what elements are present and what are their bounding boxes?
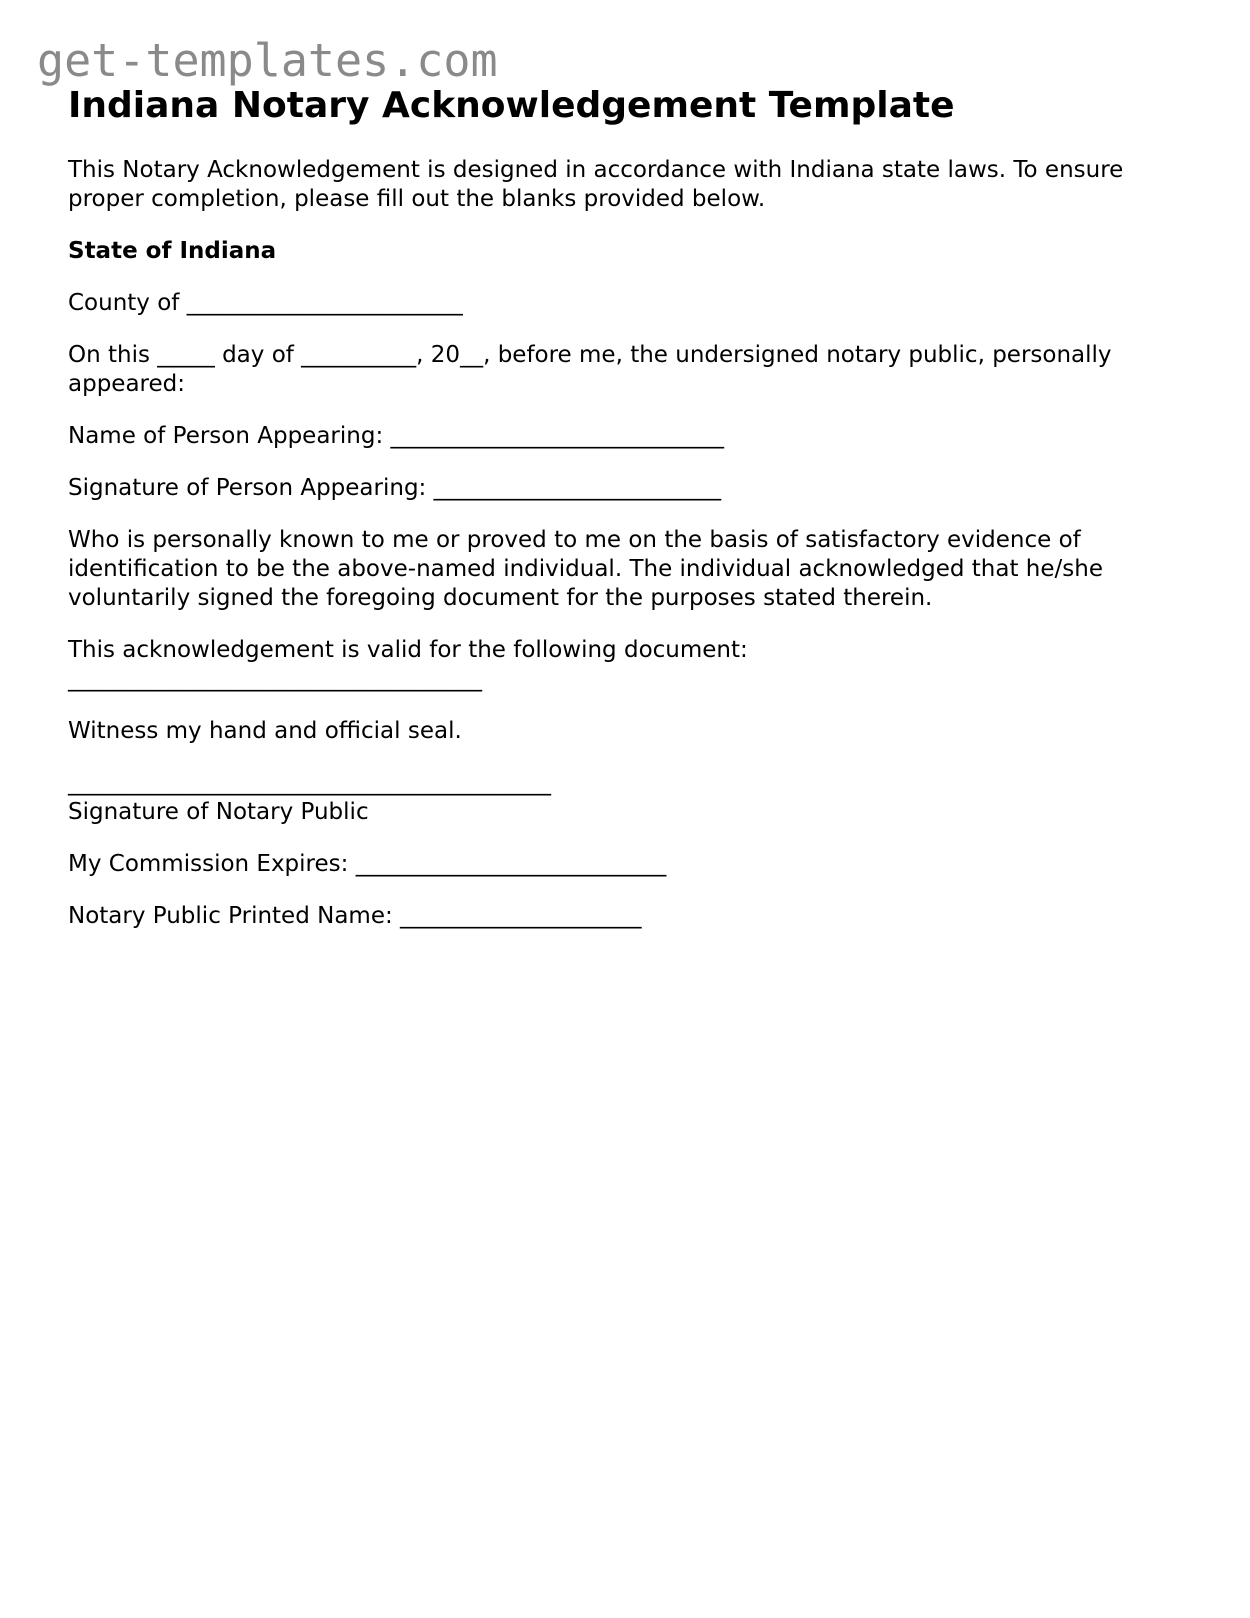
state-heading: State of Indiana	[68, 238, 277, 264]
document-field-blank: ____________________________________	[68, 666, 482, 692]
identity-statement: Who is personally known to me or proved to me on the basis of satisfactory evidence of identification to be the above-named individual. The individual acknowledged that he/she voluntarily signed the foregoing document for the purposes stated therein.	[68, 527, 1103, 611]
commission-expires-field: My Commission Expires: ___________________________	[68, 851, 667, 877]
witness-statement: Witness my hand and official seal.	[68, 718, 462, 744]
county-field: County of ________________________	[68, 290, 463, 316]
watermark-text: get-templates.com	[37, 34, 498, 87]
person-name-field: Name of Person Appearing: _____________________________	[68, 423, 725, 449]
page-title: Indiana Notary Acknowledgement Template	[68, 85, 955, 126]
document-body	[68, 84, 1188, 954]
person-signature-field: Signature of Person Appearing: _________________________	[68, 475, 722, 501]
intro-paragraph: This Notary Acknowledgement is designed in accordance with Indiana state laws. To ensure proper completion, please fill out the blanks provided below.	[68, 157, 1124, 212]
notary-signature-blank: __________________________________________	[68, 770, 551, 796]
date-field: On this _____ day of __________, 20__, before me, the undersigned notary public, personally appeared:	[68, 342, 1112, 397]
notary-signature-label: Signature of Notary Public	[68, 799, 369, 825]
notary-printed-name-field: Notary Public Printed Name: _____________________	[68, 903, 642, 929]
document-field-label: This acknowledgement is valid for the following document:	[68, 637, 748, 663]
